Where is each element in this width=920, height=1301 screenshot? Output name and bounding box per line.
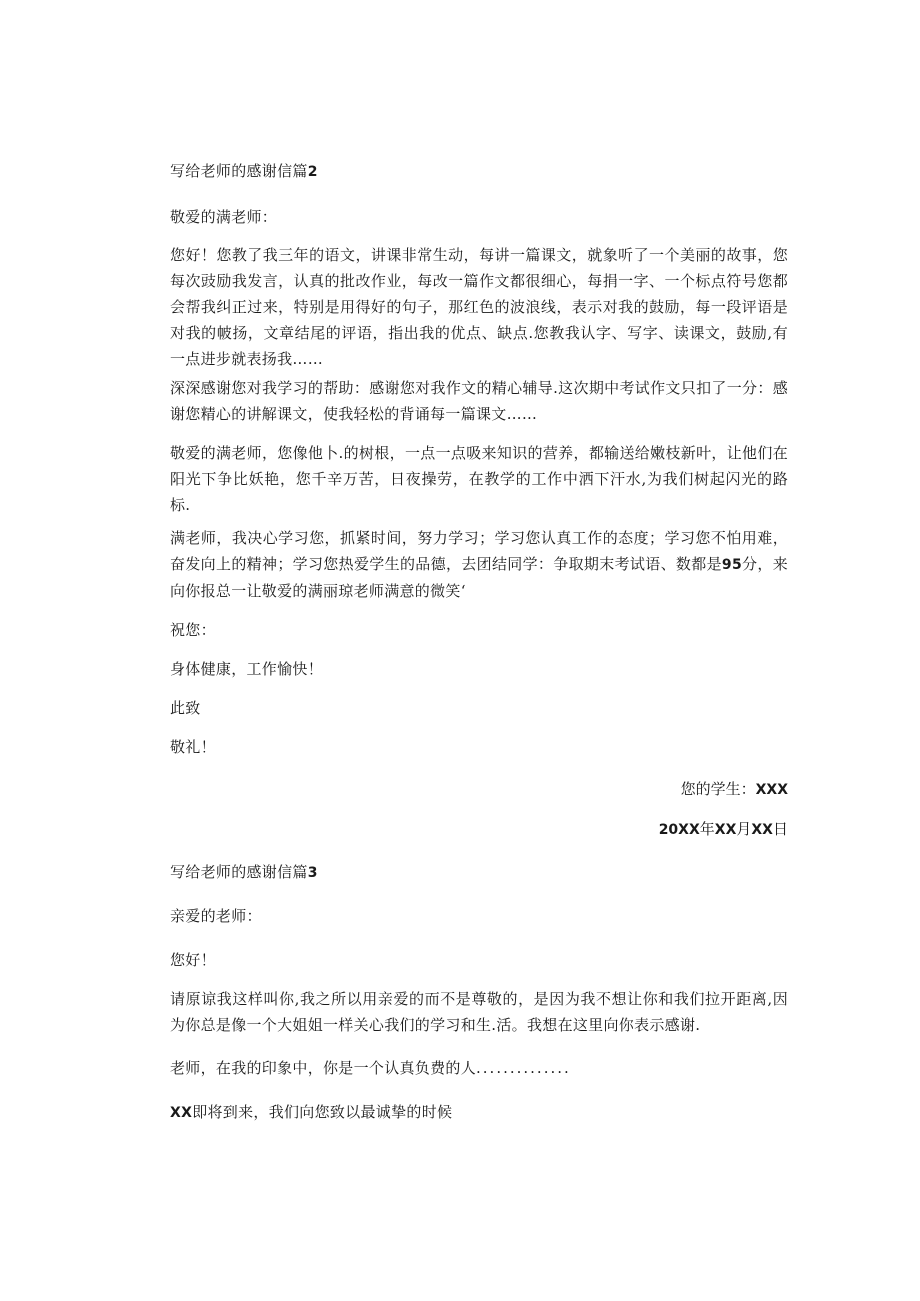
letter3-paragraph-3: XX即将到来，我们向您致以最诚挚的时候 [170,1103,453,1121]
letter2-salutation: 敬爱的满老师： [170,208,278,226]
letter2-paragraph-4: 满老师，我决心学习您，抓紧时间，努力学习；学习您认真工作的态度；学习您不怕用难，奋发向上的精神；学习您热爱学生的品德，去团结同学：争取期末考试语、数都是95分，来向你报总一让敬爱的满丽琼老师满意的微笑‘ [170,529,788,600]
letter3-title: 写给老师的感谢信篇3 [170,863,318,881]
letter2-closing-2: 敬礼！ [170,738,216,756]
letter2-date: 20XX年XX月XX日 [658,820,788,838]
letter2-paragraph-1: 您好！您教了我三年的语文，讲课非常生动，每讲一篇课文，就象听了一个美丽的故事，您每次豉励我发言，认真的批改作业，每改一篇作文都很细心，每捐一字、一个标点符号您都会帮我纠正过来，特别是用得好的句子，那红色的波浪线，表示对我的鼓励，每一段评语是对我的帔扬，文章结尾的评语，指出我的优点、缺点.您教我认字、写字、读课文，鼓励,有一点进步就表扬我…… [170,246,788,368]
letter3-paragraph-2: 老师，在我的印象中，你是一个认真负费的人.............. [170,1059,571,1077]
letter3-salutation: 亲爱的老师： [170,907,262,925]
letter2-closing-1: 此致 [170,699,201,717]
letter3-paragraph-1: 请原谅我这样叫你,我之所以用亲爱的而不是尊敬的，是因为我不想让你和我们拉开距离,因为你总是像一个大姐姐一样关心我们的学习和生.活。我想在这里向你表示感谢. [170,990,788,1034]
letter2-title: 写给老师的感谢信篇2 [170,162,318,180]
letter2-wish-body: 身体健康，工作愉快！ [170,660,324,678]
letter2-paragraph-3: 敬爱的满老师，您像他卜.的树根，一点一点吸来知识的营养，都输送给嫩枝新叶，让他们在阳光下争比妖艳，您千辛万苦，日夜操劳，在教学的工作中洒下汗水,为我们树起闪光的路标. [170,444,788,514]
letter2-wish: 祝您： [170,621,216,639]
letter3-greeting: 您好！ [170,951,216,969]
letter2-signature: 您的学生：XXX [680,780,788,798]
letter2-paragraph-2: 深深感谢您对我学习的帮助：感谢您对我作文的精心辅导.这次期中考试作文只扣了一分：感谢您精心的讲解课文，使我轻松的背诵每一篇课文…… [170,379,788,423]
